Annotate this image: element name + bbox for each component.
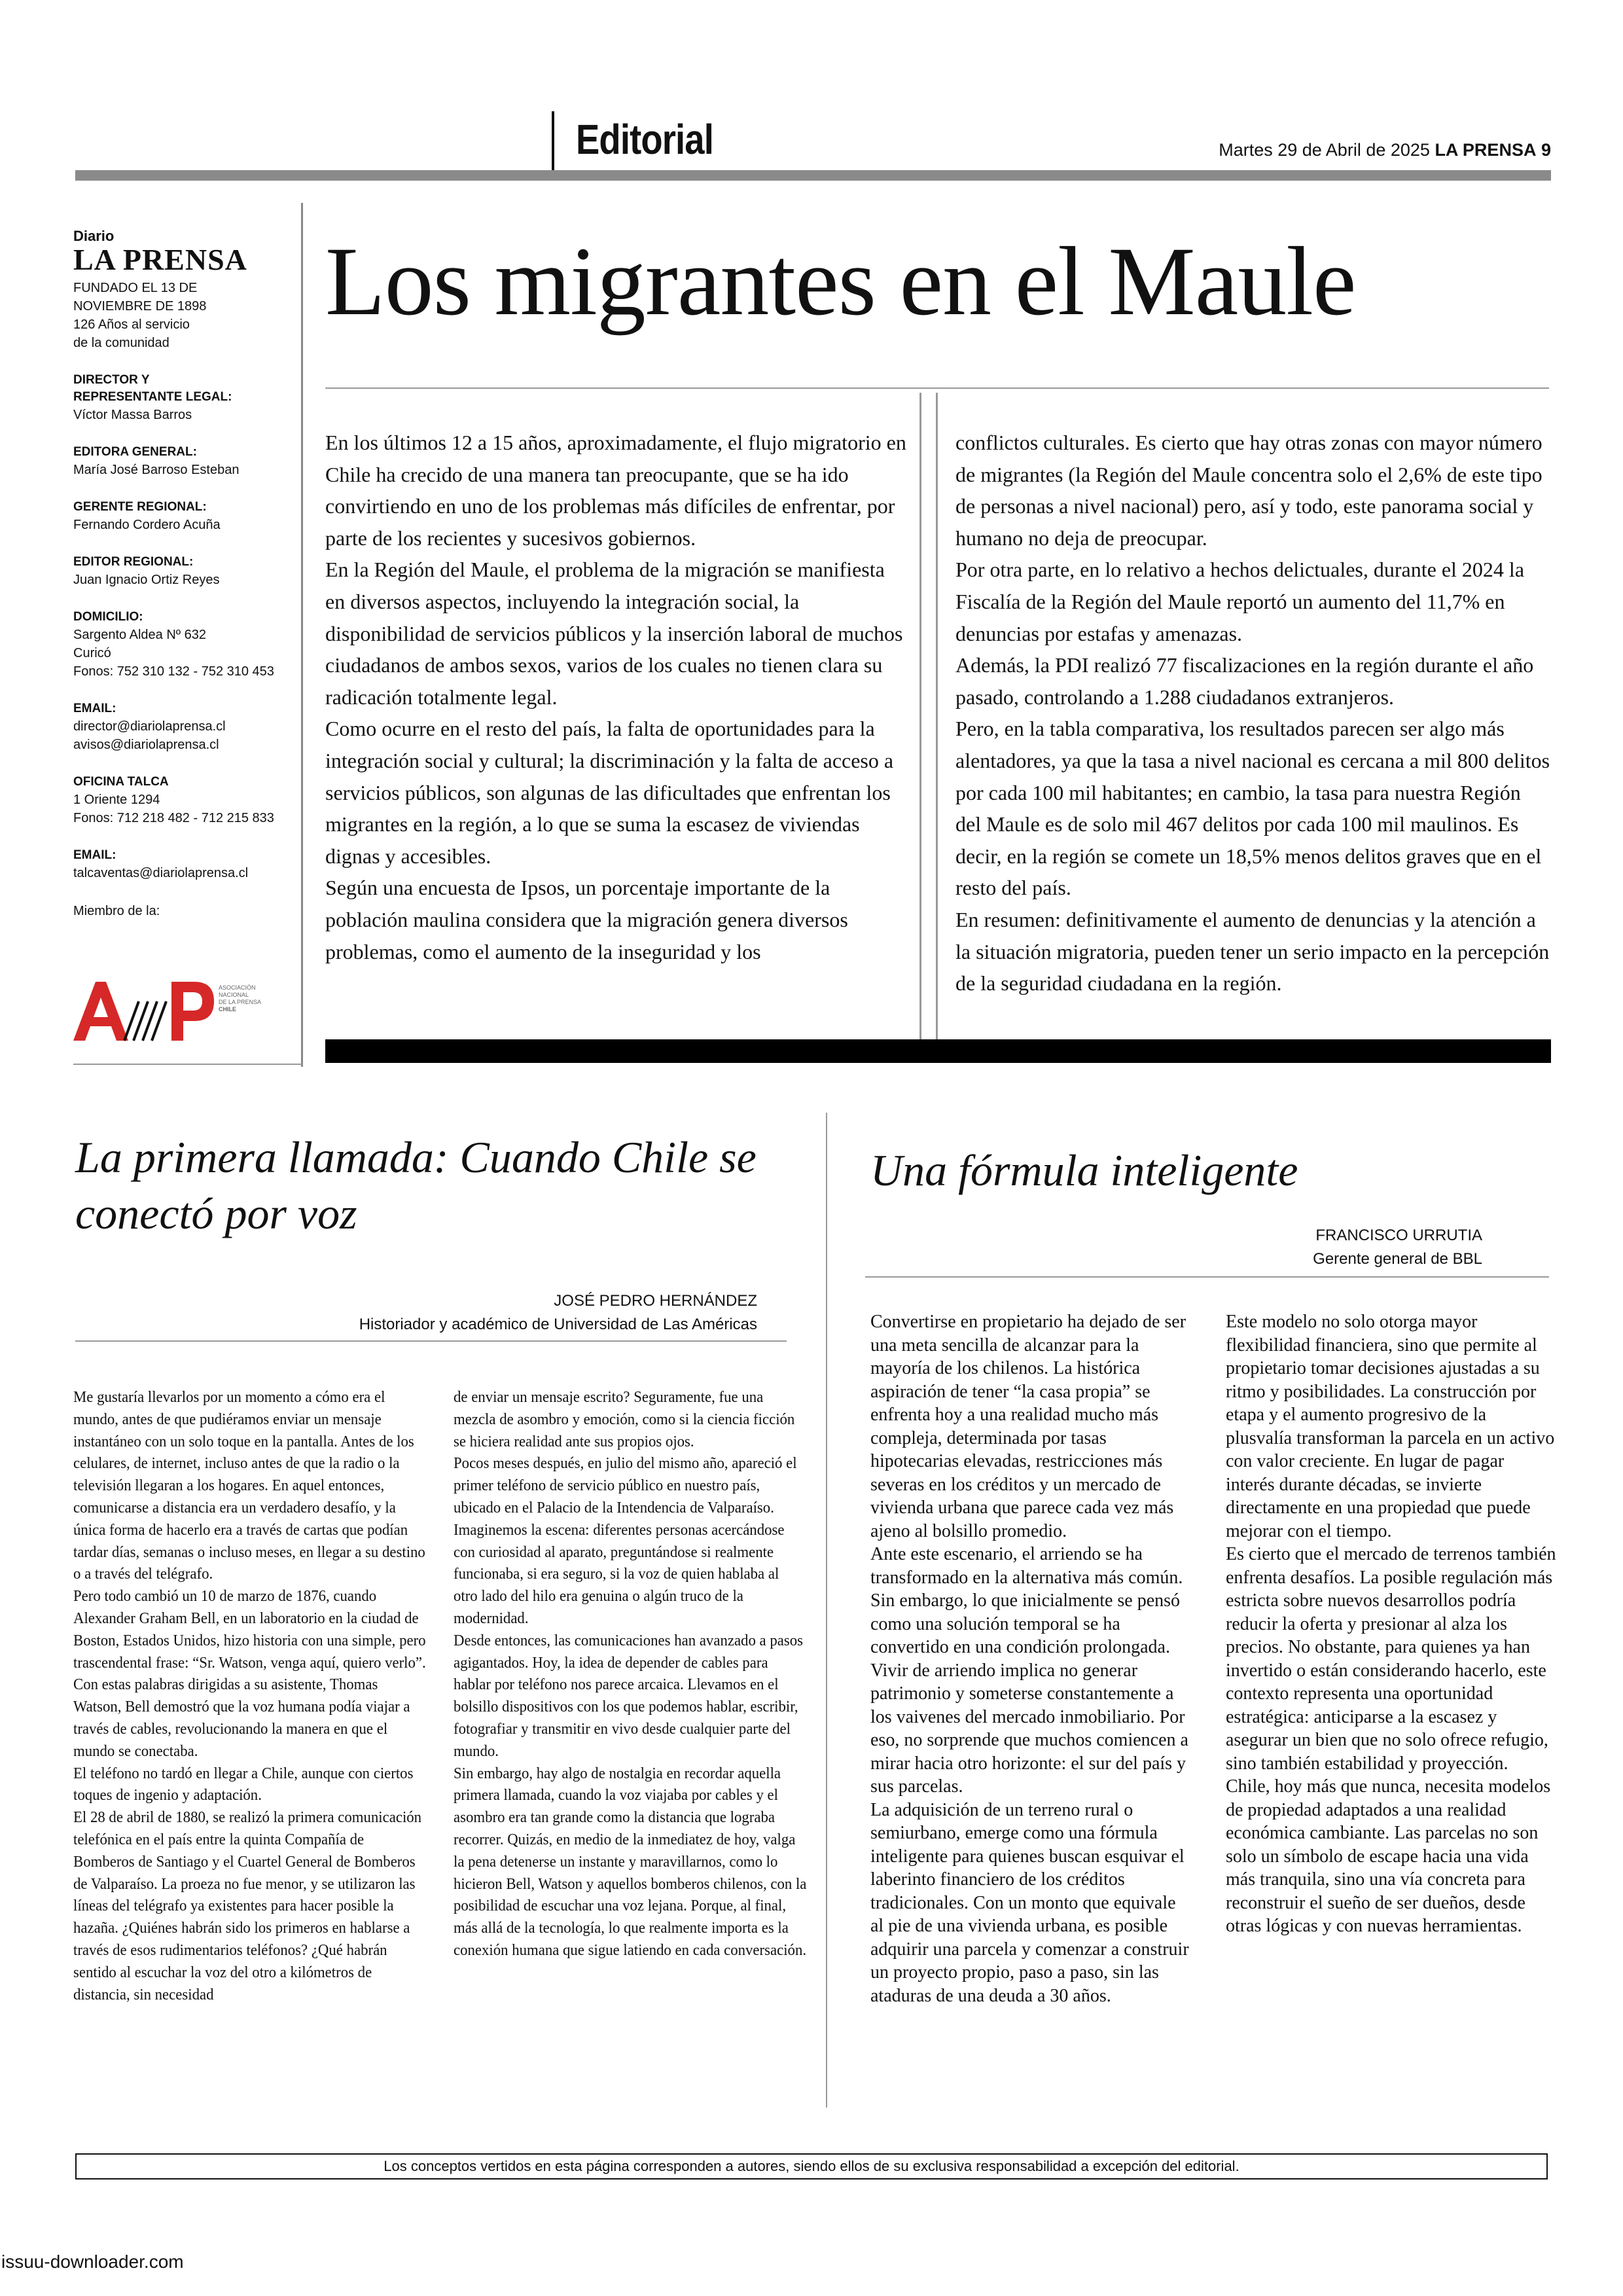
masthead-sidebar (73, 229, 296, 920)
staff-block (73, 847, 296, 882)
staff-value: Juan Ignacio Ortiz Reyes (73, 573, 220, 587)
paper-name: LA PRENSA (1435, 140, 1537, 160)
paragraph: El teléfono no tardó en llegar a Chile, aunque con ciertos toques de ingenio y adaptación. (73, 1764, 414, 1804)
article1-author-role: Historiador y académico de Universidad de Las Américas (359, 1316, 757, 1333)
staff-label: DIRECTOR Y (73, 373, 150, 387)
staff-label: EDITOR REGIONAL: (73, 555, 194, 569)
article2-column-1 (870, 1310, 1191, 2007)
paragraph: En resumen: definitivamente el aumento de denuncias y la atención a la situación migratoria, pueden tener un serio impacto en la percepción de la seguridad ciudadana en la región. (955, 907, 1550, 996)
paragraph: Pero todo cambió un 10 de marzo de 1876, cuando Alexander Graham Bell, en un laboratorio en la ciudad de Boston, Estados Unidos, hizo historia con una simple, pero trascendental frase: “Sr. Watson, venga aquí, quiero verlo”. (73, 1587, 426, 1672)
staff-value: Fonos: 712 218 482 - 712 215 833 (73, 811, 274, 825)
staff-label: EMAIL: (73, 848, 116, 862)
section-title: Editorial (576, 116, 713, 163)
staff-value: Víctor Massa Barros (73, 408, 192, 422)
anp-caption: ASOCIACIÓN (219, 984, 256, 991)
header-bar (75, 170, 1551, 181)
staff-value: Fernando Cordero Acuña (73, 518, 221, 532)
editorial-headline: Los migrantes en el Maule (325, 227, 1356, 336)
staff-label: DOMICILIO: (73, 610, 143, 624)
article2-byline (1313, 1224, 1482, 1271)
paragraph: Sin embargo, hay algo de nostalgia en recordar aquella primera llamada, cuando la voz viajaba por cables y el asombro era tan grande como la distancia que lograba recorrer. Quizás, en medio de la inmediatez de hoy, valga la pena detenerse un instante y maravillarnos, como lo hicieron Bell, Watson y aquellos bomberos chilenos, con la posibilidad de escuchar una voz lejana. Porque, al final, más allá de la tecnología, lo que realmente importa es la conexión humana que sigue latiendo en cada conversación. (454, 1764, 807, 1959)
anp-caption: NACIONAL (219, 992, 249, 998)
staff-label: EMAIL: (73, 702, 116, 715)
paragraph: Por otra parte, en lo relativo a hechos delictuales, durante el 2024 la Fiscalía de la Región del Maule reportó un aumento del 11,7% en denuncias por estafas y amenazas. (955, 558, 1525, 645)
paragraph: La adquisición de un terreno rural o semiurbano, emerge como una fórmula inteligente para quienes buscan esquivar el laberinto financiero de los créditos tradicionales. Con un monto que equivale al pie de una vivienda urbana, es posible adquirir una parcela y comenzar a construir un proyecto propio, paso a paso, sin las ataduras de una deuda a 30 años. (870, 1799, 1189, 2006)
article1-author: JOSÉ PEDRO HERNÁNDEZ (554, 1292, 757, 1310)
founded-line: de la comunidad (73, 336, 169, 350)
masthead-diario: Diario (73, 228, 115, 244)
founded-line: FUNDADO EL 13 DE (73, 281, 198, 295)
article2-author-role: Gerente general de BBL (1313, 1250, 1482, 1268)
editorial-column-2 (955, 427, 1551, 999)
article1-byline (359, 1289, 757, 1336)
staff-label: EDITORA GENERAL: (73, 445, 197, 459)
staff-label: OFICINA TALCA (73, 775, 169, 789)
staff-block (73, 774, 296, 827)
header-date (1219, 140, 1551, 160)
paragraph: Me gustaría llevarlos por un momento a cómo era el mundo, antes de que pudiéramos enviar un mensaje instantáneo con un solo toque en la pantalla. Antes de los celulares, de internet, incluso antes de que la radio o la televisión llegaran a los hogares. En aquel entonces, comunicarse a distancia era un verdadero desafío, y la única forma de hacerlo era a través de cartas que podían tardar días, semanas o incluso meses, en llegar a su destino o a través del telégrafo. (73, 1388, 425, 1583)
anp-logo-mark (73, 982, 214, 1041)
staff-value: María José Barroso Esteban (73, 463, 240, 477)
staff-value: Fonos: 752 310 132 - 752 310 453 (73, 664, 274, 679)
staff-block (73, 609, 296, 681)
disclaimer: Los conceptos vertidos en esta página corresponden a autores, siendo ellos de su exclusiva responsabilidad a excepción del editorial. (75, 2153, 1548, 2179)
paragraph: Con estas palabras dirigidas a su asistente, Thomas Watson, Bell demostró que la voz humana podía viajar a través de cables, revolucionando la manera en que el mundo se conectaba. (73, 1676, 410, 1760)
paragraph: Como ocurre en el resto del país, la falta de oportunidades para la integración social y cultural; la discriminación y la falta de acceso a servicios públicos, son algunas de las dificultades que enfrentan los migrantes en la región, a lo que se suma la escasez de viviendas dignas y accesibles. (325, 717, 894, 868)
staff-block (73, 499, 296, 534)
paragraph: Ante este escenario, el arriendo se ha transformado en la alternativa más común. Sin embargo, lo que inicialmente se pensó como una solución temporal se ha convertido en una condición prolongada. Vivir de arriendo implica no generar patrimonio y someterse constantemente a los vaivenes del mercado inmobiliario. Por eso, no sorprende que muchos comiencen a mirar hacia otro horizonte: el sur del país y sus parcelas. (870, 1544, 1188, 1797)
paragraph: Pero, en la tabla comparativa, los resultados parecen ser algo más alentadores, ya que la tasa a nivel nacional es cercana a mil 800 delitos por cada 100 mil habitantes; en cambio, la tasa para nuestra Región del Maule es de solo mil 467 delitos por cada 100 mil maulinos. Es decir, en la región se comete un 18,5% menos delitos graves que en el resto del país. (955, 717, 1550, 900)
article2-author: FRANCISCO URRUTIA (1315, 1227, 1482, 1244)
staff-block (73, 554, 296, 589)
anp-caption: DE LA PRENSA (219, 999, 262, 1005)
article2-title: Una fórmula inteligente (870, 1145, 1298, 1195)
anp-logo (73, 975, 283, 1047)
section-separator-bar (325, 1039, 1551, 1063)
sidebar-bottom-rule (73, 1064, 302, 1065)
staff-value: talcaventas@diariolaprensa.cl (73, 866, 249, 880)
watermark: issuu-downloader.com (1, 2251, 184, 2272)
founded-line: NOVIEMBRE DE 1898 (73, 299, 207, 314)
paragraph: El 28 de abril de 1880, se realizó la primera comunicación telefónica en el país entre la quinta Compañía de Bomberos de Santiago y el Cuartel General de Bomberos de Valparaíso. La proeza no fue menor, y se utilizaron las líneas del telégrafo ya existentes para hacer posible la hazaña. ¿Quiénes habrán sido los primeros en hablarse a través de esos rudimentarios teléfonos? ¿Qué habrán sentido al escuchar la voz del otro a kilómetros de distancia, sin necesidad (73, 1808, 422, 2003)
founded-line: 126 Años al servicio (73, 317, 190, 332)
paragraph: Este modelo no solo otorga mayor flexibilidad financiera, sino que permite al propietario tomar decisiones ajustadas a su ritmo y posibilidades. La construcción por etapa y el aumento progresivo de la plusvalía transforman la parcela en un activo con valor creciente. En lugar de pagar interés durante décadas, se invierte directamente en una propiedad que puede mejorar con el tiempo. (1226, 1312, 1555, 1541)
byline-rule (865, 1276, 1549, 1278)
staff-block (73, 700, 296, 754)
header-divider (552, 111, 554, 170)
paragraph: de enviar un mensaje escrito? Seguramente, fue una mezcla de asombro y emoción, como si la ciencia ficción se hiciera realidad ante sus propios ojos. (454, 1388, 795, 1450)
article1-column-1 (73, 1386, 426, 2005)
staff-label: REPRESENTANTE LEGAL: (73, 390, 232, 404)
date-text: Martes 29 de Abril de 2025 (1219, 140, 1430, 160)
page-number: 9 (1541, 140, 1551, 160)
article2-column-2 (1226, 1310, 1556, 1938)
member-label: Miembro de la: (73, 904, 160, 918)
column-rule (936, 393, 938, 1041)
founded-block (73, 279, 296, 352)
staff-value: Sargento Aldea Nº 632 (73, 628, 207, 642)
anp-caption: CHILE (219, 1006, 236, 1013)
paragraph: Es cierto que el mercado de terrenos también enfrenta desafíos. La posible regulación más estricta sobre nuevos desarrollos podría reducir la oferta y presionar al alza los precios. No obstante, para quienes ya han invertido o están considerando hacerlo, este contexto representa una oportunidad estratégica: anticiparse a la escasez y asegurar un bien que no solo ofrece refugio, sino también estabilidad y proyección. (1226, 1544, 1556, 1774)
staff-label: GERENTE REGIONAL: (73, 500, 207, 514)
paragraph: Chile, hoy más que nunca, necesita modelos de propiedad adaptados a una realidad económica cambiante. Las parcelas no son solo un símbolo de escape hacia una vida más tranquila, sino una vía concreta para reconstruir el sueño de ser dueños, desde otras lógicas y con nuevas herramientas. (1226, 1776, 1551, 1936)
sidebar-rule (301, 203, 303, 1067)
paragraph: Según una encuesta de Ipsos, un porcentaje importante de la población maulina considera que la migración genera diversos problemas, como el aumento de la inseguridad y los (325, 876, 848, 963)
headline-rule (325, 387, 1549, 389)
paragraph: Además, la PDI realizó 77 fiscalizaciones en la región durante el año pasado, controlando a 1.288 ciudadanos extranjeros. (955, 653, 1534, 709)
staff-value: avisos@diariolaprensa.cl (73, 738, 219, 752)
paragraph: Desde entonces, las comunicaciones han avanzado a pasos agigantados. Hoy, la idea de depender de cables para hablar por teléfono nos parece arcaica. Llevamos en el bolsillo dispositivos con los que podemos hablar, escribir, fotografiar y transmitir en vivo desde cualquier parte del mundo. (454, 1631, 803, 1760)
staff-block (73, 372, 296, 424)
staff-blocks (73, 372, 296, 882)
masthead-brand: LA PRENSA (73, 243, 247, 276)
paragraph: conflictos culturales. Es cierto que hay otras zonas con mayor número de migrantes (la Región del Maule concentra solo el 2,6% de este tipo de personas a nivel nacional) pero, así y todo, este panorama social y humano no deja de preocupar. (955, 431, 1543, 550)
paragraph: Convertirse en propietario ha dejado de ser una meta sencilla de alcanzar para la mayoría de los chilenos. La histórica aspiración de tener “la casa propia” se enfrenta hoy a una realidad mucho más compleja, determinada por tasas hipotecarias elevadas, restricciones más severas en los créditos y un mercado de vivienda urbana que parece cada vez más ajeno al bolsillo promedio. (870, 1312, 1186, 1541)
byline-rule (75, 1340, 787, 1342)
column-rule (826, 1113, 827, 2108)
staff-value: Curicó (73, 646, 111, 660)
editorial-column-1 (325, 427, 908, 967)
staff-value: 1 Oriente 1294 (73, 793, 160, 807)
article1-title: La primera llamada: Cuando Chile se conectó por voz (75, 1132, 757, 1238)
column-rule (919, 393, 921, 1041)
article1-column-2 (454, 1386, 806, 1962)
staff-block (73, 444, 296, 479)
paragraph: Pocos meses después, en julio del mismo año, apareció el primer teléfono de servicio público en nuestro país, ubicado en el Palacio de la Intendencia de Valparaíso. Imaginemos la escena: diferentes personas acercándose con curiosidad al aparato, preguntándose si realmente funcionaba, si era seguro, si la voz de quien hablaba al otro lado del hilo era genuina o algún truco de la modernidad. (454, 1454, 797, 1627)
staff-value: director@diariolaprensa.cl (73, 719, 226, 734)
paragraph: En la Región del Maule, el problema de la migración se manifiesta en diversos aspectos, incluyendo la integración social, la disponibilidad de servicios públicos y la inserción laboral de muchos ciudadanos de ambos sexos, varios de los cuales no tienen clara su radicación totalmente legal. (325, 558, 903, 709)
paragraph: En los últimos 12 a 15 años, aproximadamente, el flujo migratorio en Chile ha crecido de una manera tan preocupante, que se ha ido convirtiendo en uno de los problemas más difíciles de enfrentar, por parte de los recientes y sucesivos gobiernos. (325, 431, 906, 550)
